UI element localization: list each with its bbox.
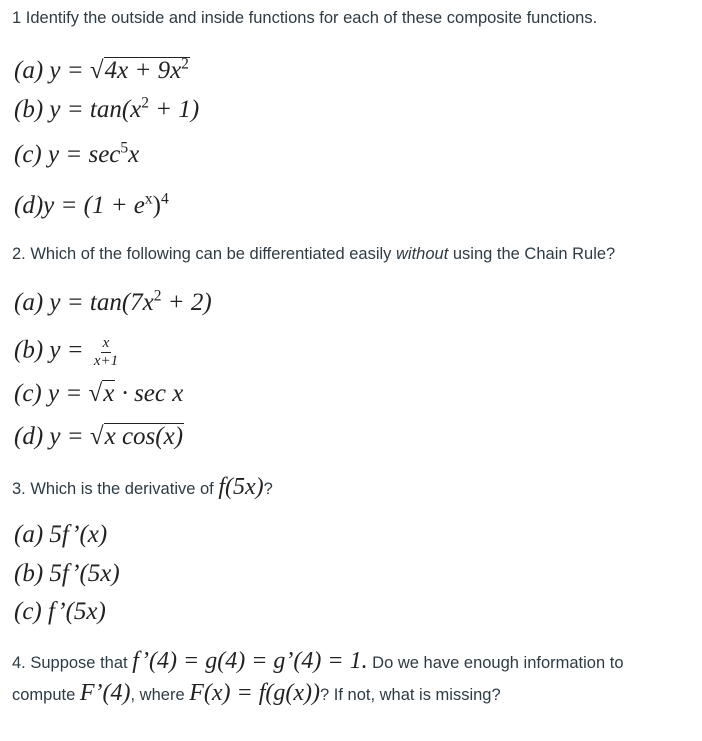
q2-option-c: (c) y = √x · sec x — [14, 380, 184, 407]
sqrt-symbol: $√4x + 9x^2$ — [89, 55, 189, 84]
q2-option-a: (a) $y = \tan(7x^2 + 2)$ — [14, 287, 212, 316]
q3-option-b: (b) 5f’(5x) — [14, 560, 120, 587]
question-2-text: 2. Which of the following can be differentiated easily without using the Chain Rule? — [12, 245, 616, 263]
question-1-text: 1 Identify the outside and inside functions for each of these composite functions. — [12, 9, 598, 27]
fraction: $\frac{x}{x+1}$ — [93, 335, 119, 369]
q1-option-c: (c) $y = \sec^5x$ — [14, 139, 140, 168]
sqrt-symbol: √x cos(x) — [89, 423, 184, 450]
q3-option-a: (a) 5f’(x) — [14, 521, 108, 548]
q2-option-b: (b) y = $\frac{x}{x+1}$ — [14, 335, 119, 369]
q2-option-d: (d) y = √x cos(x) — [14, 423, 184, 450]
question-3-text: 3. Which is the derivative of f(5x)? — [12, 474, 273, 500]
sqrt-symbol: √x — [88, 380, 115, 407]
question-4-text: 4. Suppose that f’(4) = g(4) = g’(4) = 1. Do we have enough information to compute F’(4), where F(x) = f(g(x))? If not, what is missing? — [12, 648, 624, 706]
q1-option-b: (b) $y = \tan(x^2 + 1)$ — [14, 94, 200, 123]
q1-option-d: $(d)y = (1 + e^x)^4$ — [14, 190, 169, 219]
q3-option-c: (c) f’(5x) — [14, 598, 106, 625]
q1-option-a: (a) $y = √4x + 9x^2$ — [14, 55, 189, 84]
